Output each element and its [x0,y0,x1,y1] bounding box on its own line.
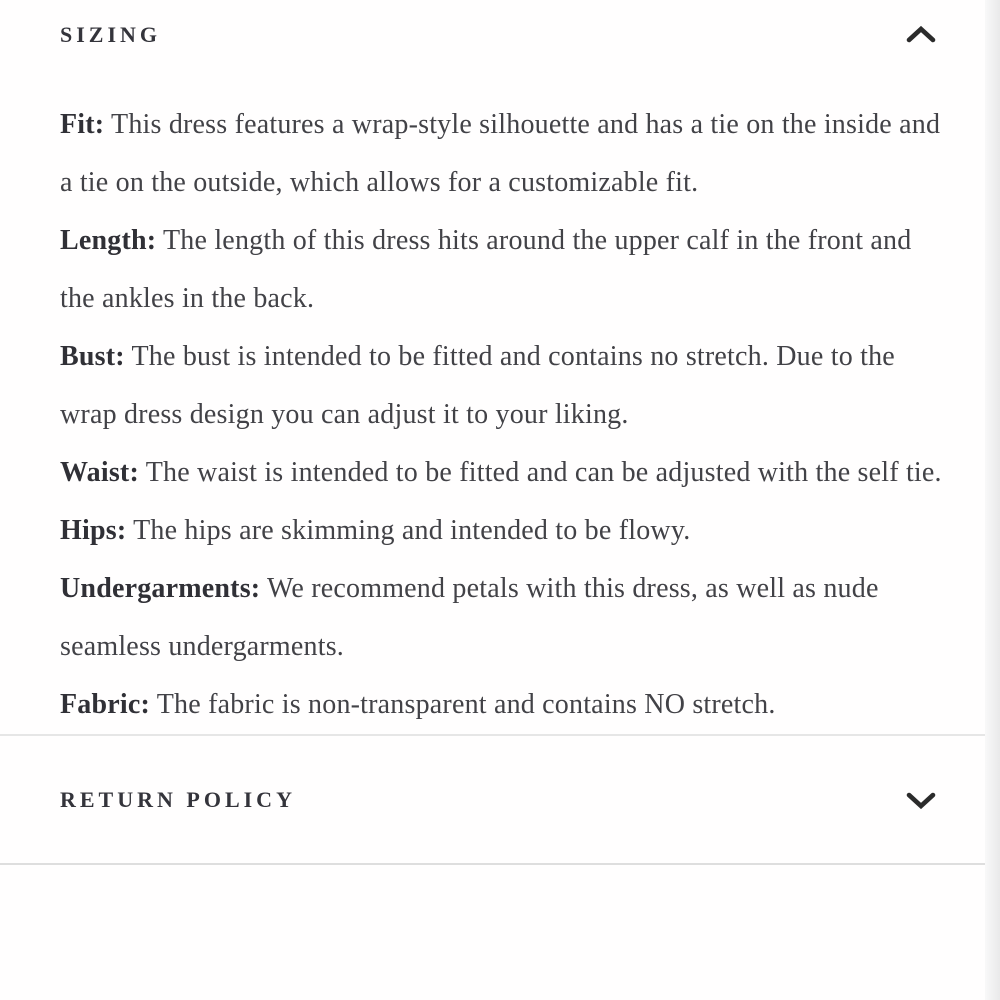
detail-text: The hips are skimming and intended to be flowy. [133,515,691,546]
detail-text: The waist is intended to be fitted and can be adjusted with the self tie. [145,457,942,488]
sizing-detail-length [60,212,942,328]
sizing-title: SIZING [60,22,162,47]
detail-text: The fabric is non-transparent and contains NO stretch. [156,689,776,720]
return-policy-title: RETURN POLICY [60,786,296,812]
chevron-up-icon[interactable] [902,21,940,49]
right-edge-strip [985,0,1000,1000]
detail-text: This dress features a wrap-style silhouette and has a tie on the inside and a tie on the outside, which allows for a customizable fit. [60,109,941,198]
sizing-accordion-header[interactable] [0,0,1000,70]
detail-label: Waist: [60,457,139,488]
detail-text: We recommend petals with this dress, as well as nude seamless undergarments. [60,573,879,662]
detail-label: Hips: [60,515,127,546]
detail-label: Length: [60,225,157,256]
detail-label: Bust: [60,341,125,372]
detail-text: The length of this dress hits around the upper calf in the front and the ankles in the back. [60,225,912,314]
return-policy-accordion-header[interactable] [0,736,1000,863]
sizing-detail-fabric [60,676,942,734]
detail-label: Undergarments: [60,573,261,604]
detail-text: The bust is intended to be fitted and contains no stretch. Due to the wrap dress design you can adjust it to your liking. [60,341,895,430]
bottom-whitespace [0,865,1000,942]
chevron-down-icon[interactable] [902,786,940,814]
sizing-detail-undergarments [60,560,942,676]
sizing-detail-waist [60,444,942,502]
sizing-accordion-body [0,96,1000,734]
sizing-detail-bust [60,328,942,444]
return-policy-accordion-section [0,736,1000,863]
sizing-detail-fit [60,96,942,212]
detail-label: Fit: [60,109,105,140]
detail-label: Fabric: [60,689,151,720]
sizing-detail-hips [60,502,942,560]
